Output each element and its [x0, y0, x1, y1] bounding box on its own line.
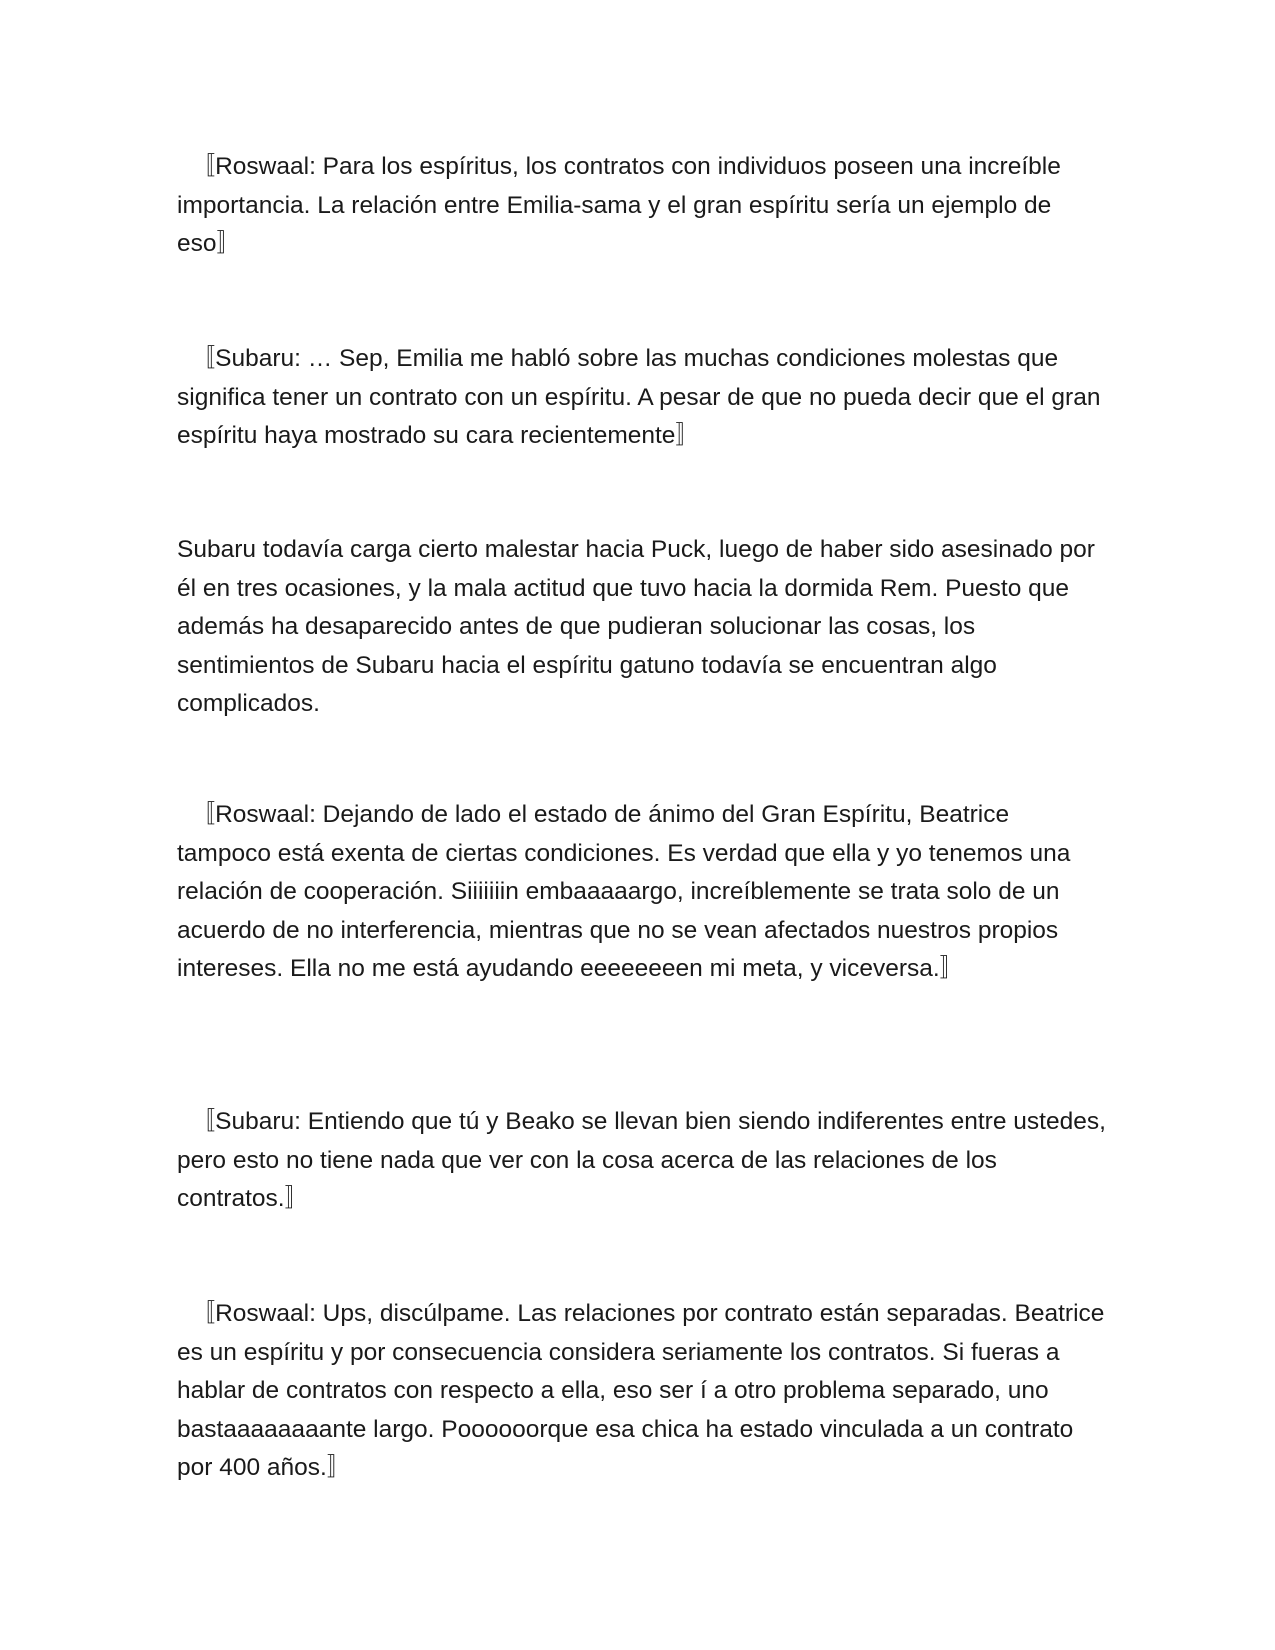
- dialogue-roswaal-contracts: 〚Roswaal: Para los espíritus, los contratos con individuos poseen una increíble importancia. La relación entre Emilia-sama y el gran espíritu sería un ejemplo de eso〛: [177, 153, 1061, 257]
- dialogue-roswaal-400-years: 〚Roswaal: Ups, discúlpame. Las relaciones por contrato están separadas. Beatrice es un espíritu y por consecuencia considera seriamente los contratos. Si fueras a hablar de contratos con respecto a ella, eso ser í a otro problema separado, uno bastaaaaaaaante largo. Poooooorque esa chica ha estado vinculada a un contrato por 400 años.〛: [177, 1300, 1105, 1481]
- dialogue-subaru-beako: 〚Subaru: Entiendo que tú y Beako se llevan bien siendo indiferentes entre ustedes, pero esto no tiene nada que ver con la cosa acerca de las relaciones de los contratos.〛: [177, 1108, 1106, 1212]
- narration-subaru-puck: Subaru todavía carga cierto malestar hacia Puck, luego de haber sido asesinado por él en tres ocasiones, y la mala actitud que tuvo hacia la dormida Rem. Puesto que además ha desaparecido antes de que pudieran solucionar las cosas, los sentimientos de Subaru hacia el espíritu gatuno todavía se encuentran algo complicados.: [177, 536, 1095, 717]
- dialogue-roswaal-beatrice: 〚Roswaal: Dejando de lado el estado de ánimo del Gran Espíritu, Beatrice tampoco está exenta de ciertas condiciones. Es verdad que ella y yo tenemos una relación de cooperación. Siiiiiiin embaaaaargo, increíblemente se trata solo de un acuerdo de no interferencia, mientras que no se vean afectados nuestros propios intereses. Ella no me está ayudando eeeeeeeen mi meta, y viceversa.〛: [177, 801, 1071, 982]
- dialogue-subaru-emilia: 〚Subaru: … Sep, Emilia me habló sobre las muchas condiciones molestas que significa tener un contrato con un espíritu. A pesar de que no pueda decir que el gran espíritu haya mostrado su cara recientemente〛: [177, 345, 1101, 449]
